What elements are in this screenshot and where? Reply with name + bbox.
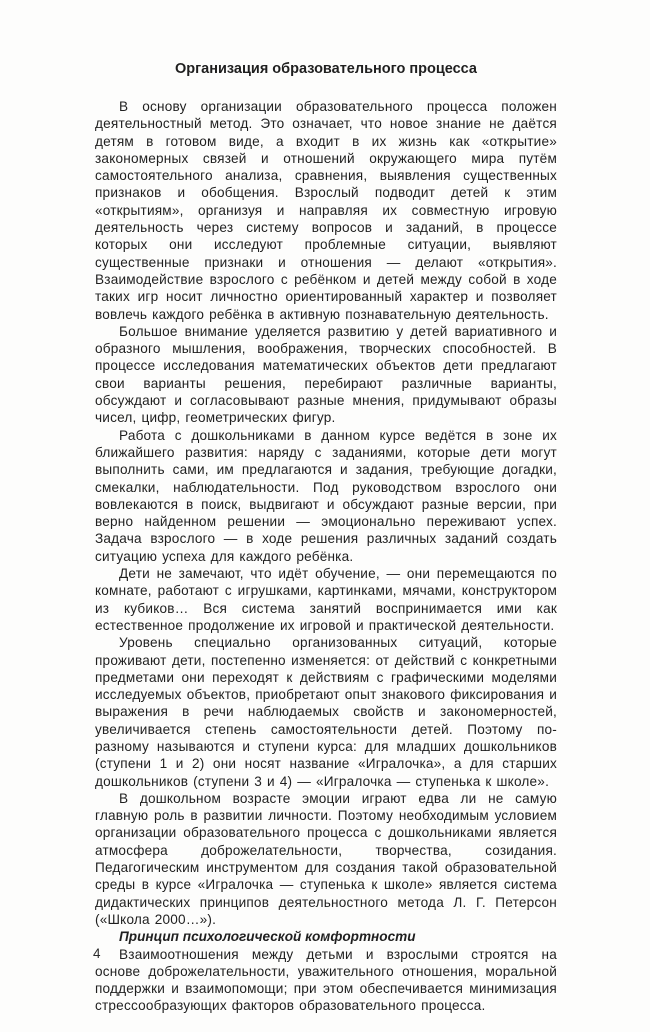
paragraph-6: В дошкольном возрасте эмоции играют едва ли не самую главную роль в развитии личности. Поэтому необходимым условием организации образовательного процесса с дошкольниками является атмосфера доброжелательности, творчества, созидания. Педагогическим инструментом для создания такой образовательной среды в курсе «Игралочка — ступенька к школе» является система дидактических принципов деятельностного метода Л. Г. Петерсон («Школа 2000…»). [95,790,557,927]
page-number: 4 [93,946,101,961]
closing-paragraph: Взаимоотношения между детьми и взрослыми строятся на основе доброжелательности, уважительного отношения, моральной поддержки и взаимопомощи; при этом обеспечивается минимизация стрессообразующих факторов образовательного процесса. [95,946,557,1014]
text-block [95,60,557,1015]
paragraph-1: В основу организации образовательного процесса положен деятельностный метод. Это означает, что новое знание не даётся детям в готовом виде, а входит в их жизнь как «открытие» закономерных связей и отношений окружающего мира путём самостоятельного анализа, сравнения, выявления существенных признаков и обобщения. Взрослый подводит детей к этим «открытиям», организуя и направляя их совместную игровую деятельность через систему вопросов и заданий, в процессе которых они исследуют проблемные ситуации, выявляют существенные признаки и отношения — делают «открытия». Взаимодействие взрослого с ребёнком и детей между собой в ходе таких игр носит личностно ориентированный характер и позволяет вовлечь каждого ребёнка в активную познавательную деятельность. [95,99,557,322]
paragraph-2: Большое внимание уделяется развитию у детей вариативного и образного мышления, воображения, творческих способностей. В процессе исследования математических объектов дети предлагают свои варианты решения, перебирают различные варианты, обсуждают и согласовывают разные мнения, придумывают образы чисел, цифр, геометрических фигур. [95,323,557,426]
page-title: Организация образовательного процесса [175,61,477,77]
paragraph-4: Дети не замечают, что идёт обучение, — они перемещаются по комнате, работают с игрушками, картинками, мячами, конструктором из кубиков… Вся система занятий воспринимается ими как естественное продолжение их игровой и практической деятельности. [95,566,557,633]
paragraph-3: Работа с дошкольниками в данном курсе ведётся в зоне их ближайшего развития: наряду с заданиями, которые дети могут выполнить сами, им предлагаются и задания, требующие догадки, смекалки, наблюдательности. Под руководством взрослого они вовлекаются в поиск, выдвигают и обсуждают разные версии, при верно найденном решении — эмоционально переживают успех. Задача взрослого — в ходе решения различных заданий создать ситуацию успеха для каждого ребёнка. [95,427,557,564]
section-subheading: Принцип психологической комфортности [119,929,416,945]
paragraph-5: Уровень специально организованных ситуаций, которые проживают дети, постепенно изменяется: от действий с конкретными предметами они переходят к действиям с графическими моделями исследуемых объектов, приобретают опыт знакового фиксирования и выражения в речи наблюдаемых свойств и закономерностей, увеличивается степень самостоятельности детей. Поэтому по-разному называются и ступени курса: для младших дошкольников (ступени 1 и 2) они носят название «Игралочка», а для старших дошкольников (ступени 3 и 4) — «Игралочка — ступенька к школе». [95,635,557,789]
